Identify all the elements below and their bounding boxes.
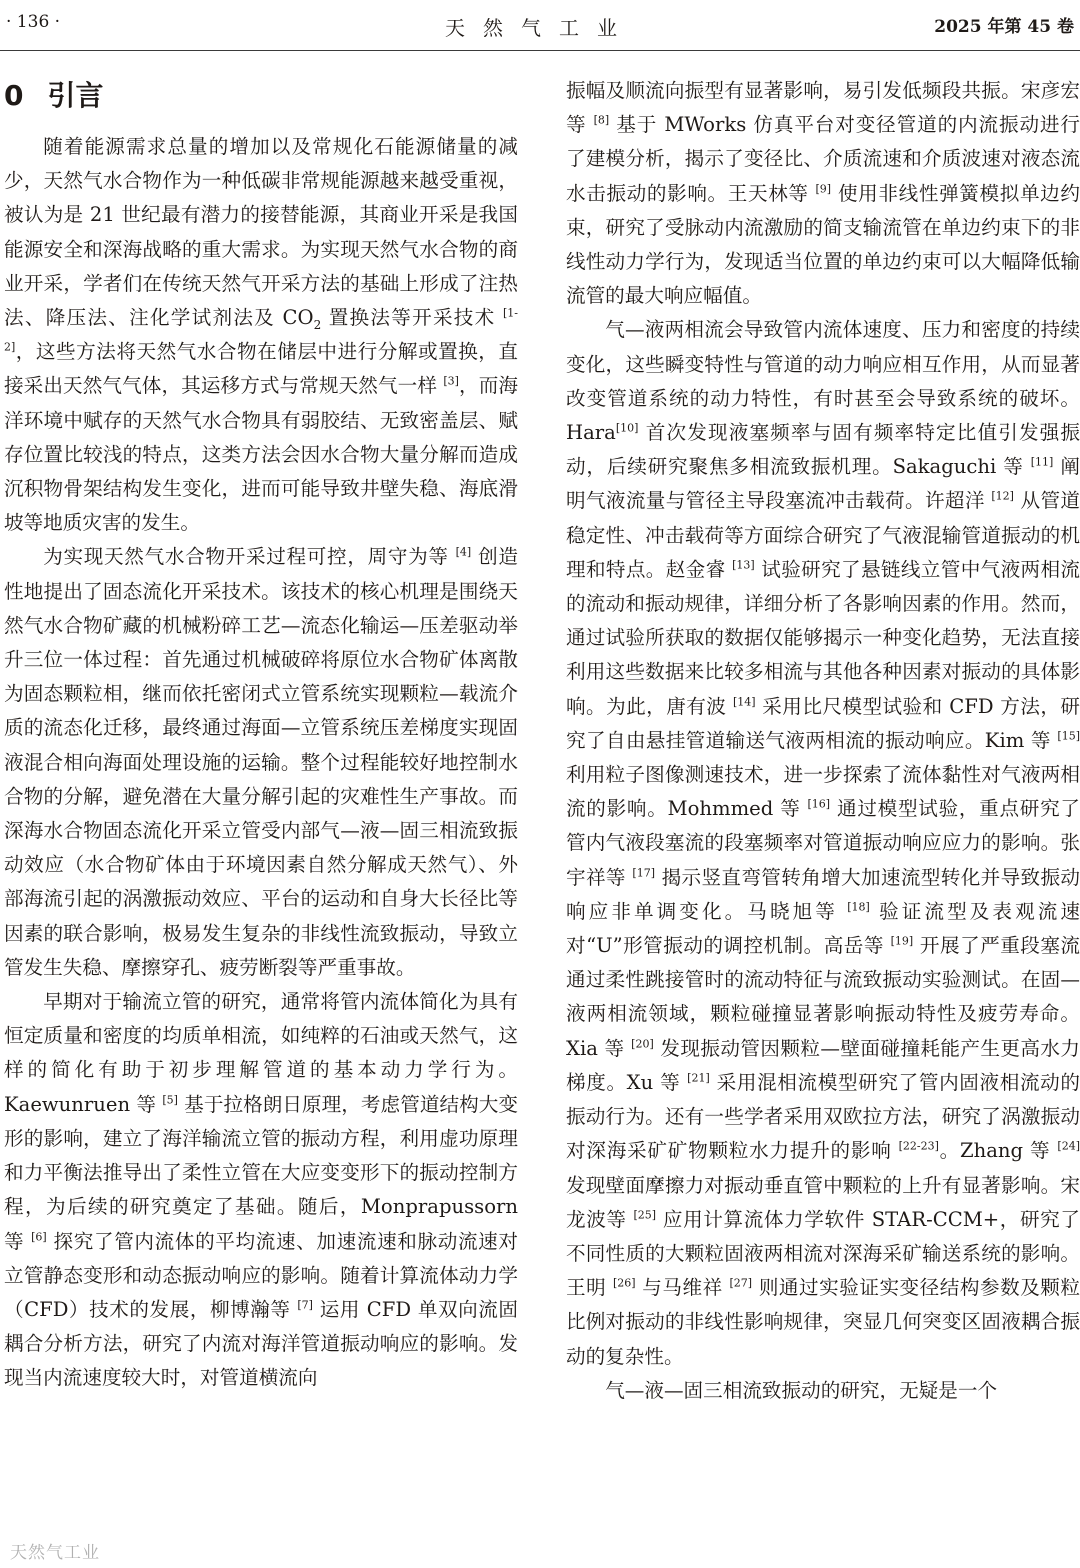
text-segment: 试验研究了悬链线立管中气液两相流的流动和振动规律，详细分析了各影响因素的作用。然而，通过试验所获取的数据仅能够揭示一种变化趋势，无法直接利用这些数据来比较多相流与其他各种因素对振动的具体影响。为此，唐有波 [566, 557, 1080, 718]
section-number: 0 [4, 79, 24, 112]
text-segment: 置换法等开采技术 [321, 306, 503, 330]
text-segment: 振幅及顺流向振型有显著影响，易引发低频段共振。宋彦宏等 [566, 79, 1080, 137]
citation: [5] [162, 1093, 178, 1107]
right-column [566, 74, 1080, 1408]
citation: [9] [815, 182, 832, 196]
right-column-body [566, 74, 1080, 1408]
paragraph [566, 313, 1080, 1373]
text-segment: 应用计算流体力学软件 STAR-CCM+，研究了不同性质的大颗粒固液两相流对深海采矿输送系统的影响。王明 [566, 1207, 1080, 1300]
section-title: 引言 [47, 79, 104, 112]
paragraph [566, 1374, 1080, 1408]
text-segment: 气—液两相流会导致管内流体速度、压力和密度的持续变化，这些瞬变特性与管道的动力响应相互作用，从而显著改变管道系统的动力特性，有时甚至会导致系统的破坏。Hara [566, 318, 1080, 445]
issue-info: 2025 年第 45 卷 [934, 17, 1074, 37]
citation: [8] [593, 113, 610, 127]
citation: [12] [991, 489, 1014, 503]
text-segment: 发现壁面摩擦力对振动垂直管中颗粒的上升有显著影响。宋龙波等 [566, 1173, 1080, 1231]
text-segment: 发现振动管因颗粒—壁面碰撞耗能产生更高水力梯度。Xu 等 [566, 1036, 1080, 1094]
text-segment: 使用非线性弹簧模拟单边约束，研究了受脉动内流激励的简支输流管在单边约束下的非线性动力学行为，发现适当位置的单边约束可以大幅降低输流管的最大响应幅值。 [566, 181, 1080, 308]
left-column [4, 74, 518, 1396]
citation: [3] [443, 374, 459, 388]
text-segment: 从管道稳定性、冲击载荷等方面综合研究了气液混输管道振动的机理和特点。赵金睿 [566, 489, 1080, 581]
text-segment: 利用粒子图像测速技术，进一步探索了流体黏性对气液两相流的影响。Mohmmed 等 [566, 763, 1080, 821]
text-segment: 基于拉格朗日原理，考虑管道结构大变形的影响，建立了海洋输流立管的振动方程，利用虚功原理和力平衡法推导出了柔性立管在大应变变形下的振动控制方程，为后续的研究奠定了基础。随后，Monprapussorn 等 [4, 1092, 518, 1253]
text-segment: 气—液—固三相流致振动的研究，无疑是一个 [605, 1378, 998, 1402]
citation: [21] [687, 1071, 710, 1085]
page-header [0, 0, 1080, 51]
paragraph [4, 985, 518, 1395]
citation: [25] [633, 1208, 657, 1222]
page-number: · 136 · [6, 12, 61, 32]
citation: [27] [729, 1276, 753, 1290]
text-segment: 早期对于输流立管的研究，通常将管内流体简化为具有恒定质量和密度的均质单相流，如纯粹的石油或天然气，这样的简化有助于初步理解管道的基本动力学行为。Kaewunruen 等 [4, 990, 518, 1116]
citation: [6] [31, 1229, 47, 1243]
journal-title: 天然气工业 [445, 16, 635, 40]
text-segment: 为实现天然气水合物开采过程可控，周守为等 [43, 545, 456, 569]
text-segment: ，而海洋环境中赋存的天然气水合物具有弱胶结、无致密盖层、赋存位置比较浅的特点，这类方法会因水合物大量分解而造成沉积物骨架结构发生变化，进而可能导致井壁失稳、海底滑坡等地质灾害的发生。 [4, 374, 519, 535]
paragraph [4, 540, 518, 985]
citation: [14] [733, 695, 756, 709]
section-heading [4, 74, 518, 126]
left-column-body [4, 130, 518, 1396]
text-segment: 运用 CFD 单双向流固耦合分析方法，研究了内流对海洋管道振动响应的影响。发现当内流速度较大时，对管道横流向 [4, 1297, 518, 1390]
text-segment: 验证流型及表观流速对“U”形管振动的调控机制。高岳等 [566, 899, 1080, 958]
citation: [7] [297, 1298, 313, 1312]
citation: [22-23] [898, 1139, 939, 1153]
paragraph [566, 74, 1080, 313]
citation: [4] [455, 545, 472, 559]
citation: [13] [732, 558, 755, 572]
text-segment: 开展了严重段塞流通过柔性跳接管时的流动特征与流致振动实验测试。在固—液两相流领域，颗粒碰撞显著影响振动特性及疲劳寿命。Xia 等 [566, 934, 1080, 1060]
text-segment: 通过模型试验，重点研究了管内气液段塞流的段塞频率对管道振动响应应力的影响。张宇祥等 [566, 797, 1080, 889]
citation: [11] [1030, 455, 1054, 469]
text-segment: 首次发现液塞频率与固有频率特定比值引发强振动，后续研究聚焦多相流致振机理。Sakaguchi 等 [566, 421, 1080, 479]
citation: [26] [612, 1276, 636, 1290]
text-segment: 则通过实验证实变径结构参数及颗粒比例对振动的非线性影响规律，突显几何突变区固液耦合振动的复杂性。 [566, 1276, 1080, 1368]
citation: [18] [847, 900, 870, 914]
text-segment: 揭示竖直弯管转角增大加速流型转化并导致振动响应非单调变化。马晓旭等 [566, 865, 1080, 923]
citation: [24] [1057, 1139, 1080, 1153]
text-segment: 创造性地提出了固态流化开采技术。该技术的核心机理是围绕天然气水合物矿藏的机械粉碎工艺—流态化输运—压差驱动举升三位一体过程：首先通过机械破碎将原位水合物矿体离散为固态颗粒相，继而依托密闭式立管系统实现颗粒—载流介质的流态化迁移，最终通过海面—立管系统压差梯度实现固液混合相向海面处理设施的运输。整个过程能较好地控制水合物的分解，避免潜在大量分解引起的灾难性生产事故。而深海水合物固态流化开采立管受内部气—液—固三相流致振动效应（水合物矿体由于环境因素自然分解成天然气）、外部海流引起的涡激振动效应、平台的运动和自身大长径比等因素的联合影响，极易发生复杂的非线性流致振动，导致立管发生失稳、摩擦穿孔、疲劳断裂等严重事故。 [4, 545, 518, 979]
citation: [16] [807, 797, 831, 811]
text-segment: 阐明气液流量与管径主导段塞流冲击载荷。许超洋 [566, 455, 1080, 513]
citation: [1-2] [4, 306, 518, 354]
text-segment: 探究了管内流体的平均流速、加速流速和脉动流速对立管静态变形和动态振动响应的影响。随着计算流体动力学（CFD）技术的发展，柳博瀚等 [4, 1229, 518, 1321]
watermark: 天然气工业 [10, 1543, 100, 1563]
subscript: 2 [313, 317, 322, 332]
text-segment: ，这些方法将天然气水合物在储层中进行分解或置换，直接采出天然气气体，其运移方式与常规天然气一样 [4, 340, 518, 398]
citation: [10] [615, 421, 639, 435]
text-segment: 随着能源需求总量的增加以及常规化石能源储量的减少，天然气水合物作为一种低碳非常规能源越来越受重视，被认为是 21 世纪最有潜力的接替能源，其商业开采是我国能源安全和深海战略的重大需求。为实现天然气水合物的商业开采，学者们在传统天然气开采方法的基础上形成了注热法、降压法、注化学试剂法及 CO [4, 135, 518, 330]
text-segment: 采用比尺模型试验和 CFD 方法，研究了自由悬挂管道输送气液两相流的振动响应。Kim 等 [566, 694, 1080, 752]
citation: [19] [890, 934, 914, 948]
text-segment: 。Zhang 等 [938, 1139, 1058, 1163]
citation: [17] [632, 866, 655, 880]
text-segment: 基于 MWorks 仿真平台对变径管道的内流振动进行了建模分析，揭示了变径比、介质流速和介质波速对液态流水击振动的影响。王天林等 [566, 113, 1080, 205]
paragraph [4, 130, 518, 540]
citation: [20] [631, 1037, 654, 1051]
text-segment: 采用混相流模型研究了管内固液相流动的振动行为。还有一些学者采用双欧拉方法，研究了涡激振动对深海采矿矿物颗粒水力提升的影响 [566, 1070, 1080, 1163]
text-segment: 与马维祥 [635, 1276, 730, 1300]
citation: [15] [1057, 729, 1080, 743]
